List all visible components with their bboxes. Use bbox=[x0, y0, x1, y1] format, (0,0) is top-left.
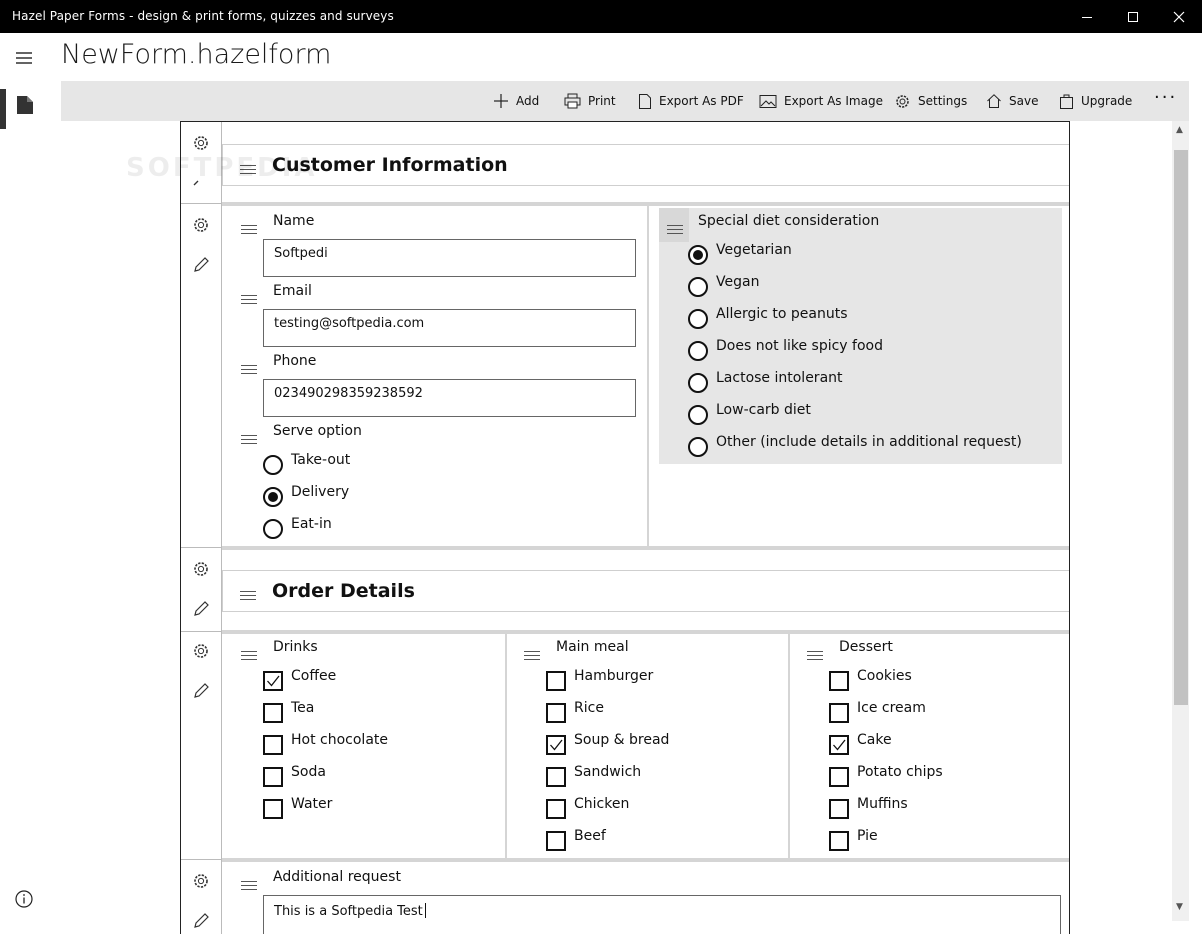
option-label: Ice cream bbox=[857, 700, 926, 716]
option-label: Take-out bbox=[291, 452, 351, 468]
checkbox-soda[interactable] bbox=[263, 767, 283, 787]
option-label: Beef bbox=[574, 828, 606, 844]
drag-handle-icon[interactable] bbox=[241, 295, 257, 305]
pencil-icon[interactable] bbox=[192, 682, 210, 700]
column-divider bbox=[788, 632, 790, 858]
option-label: Eat-in bbox=[291, 516, 332, 532]
option-label: Soda bbox=[291, 764, 326, 780]
pencil-icon[interactable] bbox=[192, 600, 210, 618]
drag-handle-icon[interactable] bbox=[240, 591, 256, 601]
checkbox-sandwich[interactable] bbox=[546, 767, 566, 787]
printer-icon bbox=[564, 93, 581, 109]
left-navigation bbox=[0, 33, 48, 934]
save-button[interactable] bbox=[986, 81, 1038, 121]
radio-lactose[interactable] bbox=[688, 373, 708, 393]
phone-label: Phone bbox=[273, 353, 317, 369]
more-options-button[interactable]: ··· bbox=[1154, 87, 1178, 108]
settings-label: Settings bbox=[918, 94, 968, 108]
drag-handle-icon[interactable] bbox=[667, 225, 683, 235]
name-field[interactable]: Softpedi bbox=[263, 239, 636, 277]
minimize-button[interactable] bbox=[1064, 0, 1110, 33]
column-divider bbox=[647, 206, 649, 546]
option-label: Sandwich bbox=[574, 764, 642, 780]
phone-field[interactable]: 023490298359238592 bbox=[263, 379, 636, 417]
upgrade-button[interactable] bbox=[1059, 81, 1132, 121]
radio-other[interactable] bbox=[688, 437, 708, 457]
divider bbox=[181, 547, 222, 548]
option-label: Coffee bbox=[291, 668, 337, 684]
checkbox-water[interactable] bbox=[263, 799, 283, 819]
option-label: Low-carb diet bbox=[716, 402, 811, 418]
text-caret bbox=[425, 903, 426, 918]
close-icon bbox=[1173, 11, 1185, 23]
title-bar bbox=[0, 0, 1202, 33]
radio-eat-in[interactable] bbox=[263, 519, 283, 539]
maximize-button[interactable] bbox=[1110, 0, 1156, 33]
main-meal-label: Main meal bbox=[556, 639, 629, 655]
drag-handle-icon[interactable] bbox=[807, 651, 823, 661]
checkmark-icon bbox=[832, 738, 846, 752]
drag-handle-icon[interactable] bbox=[241, 365, 257, 375]
option-label: Water bbox=[291, 796, 333, 812]
email-field[interactable]: testing@softpedia.com bbox=[263, 309, 636, 347]
radio-low-carb[interactable] bbox=[688, 405, 708, 425]
scroll-down-arrow-icon[interactable]: ▼ bbox=[1176, 902, 1183, 912]
divider bbox=[222, 630, 1070, 634]
form-canvas bbox=[180, 121, 1070, 934]
checkmark-icon bbox=[549, 738, 563, 752]
export-pdf-button[interactable] bbox=[638, 81, 744, 121]
close-button[interactable] bbox=[1156, 0, 1202, 33]
option-label: Rice bbox=[574, 700, 604, 716]
option-label: Other (include details in additional request) bbox=[716, 434, 1022, 450]
checkbox-coffee[interactable] bbox=[263, 671, 283, 691]
info-icon[interactable] bbox=[14, 889, 34, 909]
additional-request-text: This is a Softpedia Test bbox=[274, 904, 423, 919]
upgrade-label: Upgrade bbox=[1081, 94, 1133, 108]
shopping-bag-icon bbox=[1059, 93, 1074, 110]
radio-vegetarian[interactable] bbox=[688, 245, 708, 265]
drag-handle-icon[interactable] bbox=[241, 225, 257, 235]
drag-handle-icon[interactable] bbox=[241, 435, 257, 445]
toolbar bbox=[61, 81, 1189, 121]
name-label: Name bbox=[273, 213, 315, 229]
export-pdf-label: Export As PDF bbox=[659, 94, 744, 108]
nav-selection-indicator bbox=[0, 89, 6, 129]
section-heading-order[interactable] bbox=[222, 570, 1070, 612]
pencil-icon[interactable] bbox=[192, 256, 210, 274]
checkmark-icon bbox=[266, 674, 280, 688]
gear-icon bbox=[894, 93, 911, 110]
checkbox-ice-cream[interactable] bbox=[829, 703, 849, 723]
order-details-title: Order Details bbox=[272, 580, 415, 602]
option-label: Potato chips bbox=[857, 764, 943, 780]
option-label: Allergic to peanuts bbox=[716, 306, 848, 322]
gear-icon[interactable] bbox=[192, 216, 210, 234]
checkbox-pie[interactable] bbox=[829, 831, 849, 851]
window-title: Hazel Paper Forms - design & print forms, quizzes and surveys bbox=[12, 9, 394, 23]
document-icon[interactable] bbox=[16, 95, 34, 115]
checkbox-chicken[interactable] bbox=[546, 799, 566, 819]
drag-handle-icon[interactable] bbox=[241, 651, 257, 661]
checkbox-hot-chocolate[interactable] bbox=[263, 735, 283, 755]
gear-icon[interactable] bbox=[192, 134, 210, 152]
checkbox-potato-chips[interactable] bbox=[829, 767, 849, 787]
settings-button[interactable] bbox=[894, 81, 967, 121]
hamburger-menu-icon[interactable] bbox=[14, 48, 34, 68]
export-image-button[interactable] bbox=[759, 81, 883, 121]
file-name-title: NewForm.hazelform bbox=[61, 39, 332, 70]
option-label: Vegetarian bbox=[716, 242, 792, 258]
option-label: Muffins bbox=[857, 796, 908, 812]
drag-handle-icon[interactable] bbox=[241, 881, 257, 891]
minimize-icon bbox=[1081, 11, 1093, 23]
option-label: Delivery bbox=[291, 484, 350, 500]
radio-take-out[interactable] bbox=[263, 455, 283, 475]
email-label: Email bbox=[273, 283, 312, 299]
drag-handle-icon[interactable] bbox=[524, 651, 540, 661]
checkbox-tea[interactable] bbox=[263, 703, 283, 723]
home-icon bbox=[986, 93, 1002, 109]
radio-vegan[interactable] bbox=[688, 277, 708, 297]
option-label: Hot chocolate bbox=[291, 732, 389, 748]
pencil-icon[interactable] bbox=[192, 912, 210, 930]
serve-option-label: Serve option bbox=[273, 423, 362, 439]
gear-icon[interactable] bbox=[192, 642, 210, 660]
column-divider bbox=[505, 632, 507, 858]
image-icon bbox=[759, 94, 777, 109]
dessert-label: Dessert bbox=[839, 639, 893, 655]
option-label: Does not like spicy food bbox=[716, 338, 883, 354]
additional-request-field[interactable] bbox=[263, 895, 1061, 934]
print-button[interactable] bbox=[564, 81, 616, 121]
additional-request-label: Additional request bbox=[273, 869, 401, 885]
checkbox-beef[interactable] bbox=[546, 831, 566, 851]
checkbox-hamburger[interactable] bbox=[546, 671, 566, 691]
checkbox-cake[interactable] bbox=[829, 735, 849, 755]
option-label: Tea bbox=[291, 700, 315, 716]
radio-allergic-peanuts[interactable] bbox=[688, 309, 708, 329]
document-outline-icon bbox=[638, 93, 652, 110]
checkbox-cookies[interactable] bbox=[829, 671, 849, 691]
option-label: Pie bbox=[857, 828, 878, 844]
divider bbox=[222, 546, 1070, 550]
radio-no-spicy[interactable] bbox=[688, 341, 708, 361]
option-label: Cookies bbox=[857, 668, 912, 684]
scrollbar-thumb[interactable] bbox=[1174, 150, 1188, 705]
checkbox-rice[interactable] bbox=[546, 703, 566, 723]
checkbox-soup-bread[interactable] bbox=[546, 735, 566, 755]
add-button[interactable] bbox=[493, 81, 539, 121]
option-label: Soup & bread bbox=[574, 732, 670, 748]
print-label: Print bbox=[588, 94, 616, 108]
add-label: Add bbox=[516, 94, 540, 108]
gear-icon[interactable] bbox=[192, 560, 210, 578]
section-heading-customer[interactable] bbox=[222, 144, 1070, 186]
special-diet-label: Special diet consideration bbox=[698, 213, 880, 229]
customer-information-title: Customer Information bbox=[272, 154, 508, 176]
maximize-icon bbox=[1127, 11, 1139, 23]
drinks-label: Drinks bbox=[273, 639, 318, 655]
option-label: Vegan bbox=[716, 274, 760, 290]
save-label: Save bbox=[1009, 94, 1039, 108]
plus-icon bbox=[493, 93, 509, 109]
checkbox-muffins[interactable] bbox=[829, 799, 849, 819]
export-image-label: Export As Image bbox=[784, 94, 883, 108]
option-label: Lactose intolerant bbox=[716, 370, 843, 386]
section-tools-column bbox=[181, 122, 222, 934]
divider bbox=[222, 858, 1070, 862]
divider bbox=[181, 631, 222, 632]
gear-icon[interactable] bbox=[192, 872, 210, 890]
watermark: SOFTPEDIA bbox=[126, 153, 318, 183]
divider bbox=[181, 859, 222, 860]
option-label: Hamburger bbox=[574, 668, 654, 684]
divider bbox=[181, 203, 222, 204]
divider bbox=[222, 202, 1070, 206]
scroll-up-arrow-icon[interactable]: ▲ bbox=[1176, 125, 1183, 135]
radio-delivery[interactable] bbox=[263, 487, 283, 507]
option-label: Chicken bbox=[574, 796, 630, 812]
option-label: Cake bbox=[857, 732, 892, 748]
